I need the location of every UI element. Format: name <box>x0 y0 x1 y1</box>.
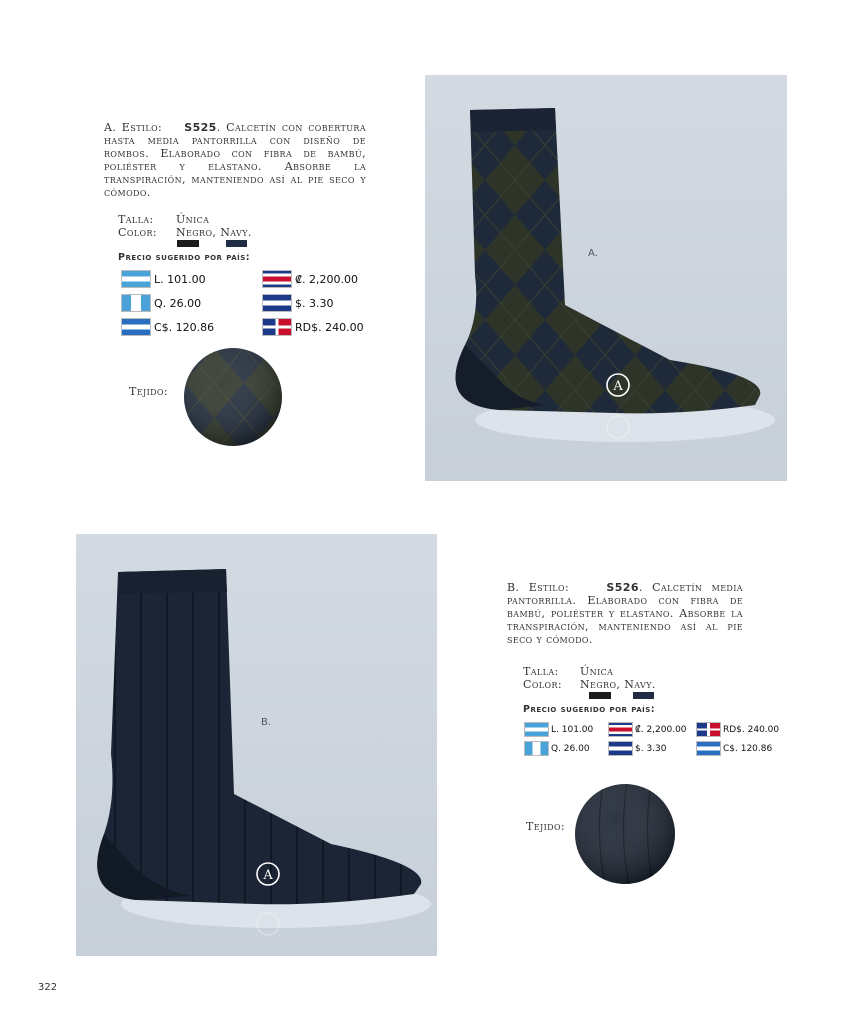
swatch-negro <box>589 692 611 699</box>
product-b-desc-text: . Calcetín media pantorrilla. Elaborado con fibra de bambú, poliéster y elastano. Absorbe la transpiración, manteniendo así al pie seco y cómodo. <box>507 581 743 646</box>
price-item: ₡. 2,200.00 <box>262 270 358 288</box>
price-item: C$. 120.86 <box>121 318 214 336</box>
honduras-flag <box>524 722 549 737</box>
talla-label: Talla: <box>118 213 154 226</box>
talla-value: Única <box>580 665 614 678</box>
price-item: L. 101.00 <box>524 722 593 737</box>
photo-label-b: B. <box>261 717 272 728</box>
product-b-code: S526 <box>606 581 639 594</box>
product-a-photo <box>425 75 787 481</box>
costa-rica-flag <box>262 270 292 288</box>
product-b-specs <box>523 665 723 691</box>
svg-text:A: A <box>263 868 273 883</box>
svg-text:A: A <box>613 379 623 394</box>
price-item: C$. 120.86 <box>696 741 772 756</box>
price-item: Q. 26.00 <box>524 741 590 756</box>
product-a-desc-text: . Calcetín con cobertura hasta media pantorrilla con diseño de rombos. Elaborado con fibra de bambú, poliéster y elastano. Absorbe la transpiración, manteniendo así al pie seco y cómodo. <box>104 121 366 199</box>
price-item: $. 3.30 <box>608 741 667 756</box>
price-title: Precio sugerido por país: <box>523 704 656 715</box>
dominican-republic-flag <box>696 722 721 737</box>
price-item: L. 101.00 <box>121 270 206 288</box>
swatch-navy <box>226 240 247 247</box>
dominican-republic-flag <box>262 318 292 336</box>
product-a-lead: A. Estilo: <box>104 121 163 134</box>
fabric-swatch-a <box>184 348 282 446</box>
el-salvador-flag <box>262 294 292 312</box>
honduras-flag <box>121 270 151 288</box>
tejido-label: Tejido: <box>526 820 566 833</box>
price-item: $. 3.30 <box>262 294 333 312</box>
price-item: Q. 26.00 <box>121 294 201 312</box>
el-salvador-flag <box>608 741 633 756</box>
talla-value: Única <box>176 213 210 226</box>
product-a-description <box>104 121 366 199</box>
nicaragua-flag <box>121 318 151 336</box>
price-title: Precio sugerido por país: <box>118 252 251 263</box>
costa-rica-flag <box>608 722 633 737</box>
color-label: Color: <box>523 678 562 691</box>
product-a-specs <box>118 213 318 239</box>
guatemala-flag <box>524 741 549 756</box>
swatch-negro <box>177 240 199 247</box>
page-number: 322 <box>38 982 58 993</box>
product-b-photo <box>76 534 437 956</box>
tejido-label: Tejido: <box>129 385 169 398</box>
price-item: RD$. 240.00 <box>262 318 364 336</box>
product-b-description <box>507 581 743 646</box>
color-value: Negro, Navy. <box>176 226 252 239</box>
fabric-swatch-b <box>575 784 675 884</box>
color-value: Negro, Navy. <box>580 678 656 691</box>
photo-label-a: A. <box>588 248 598 259</box>
price-item: ₡. 2,200.00 <box>608 722 687 737</box>
guatemala-flag <box>121 294 151 312</box>
talla-label: Talla: <box>523 665 559 678</box>
nicaragua-flag <box>696 741 721 756</box>
product-b-lead: B. Estilo: <box>507 581 570 594</box>
price-item: RD$. 240.00 <box>696 722 779 737</box>
color-label: Color: <box>118 226 157 239</box>
product-a-code: S525 <box>184 121 217 134</box>
swatch-navy <box>633 692 654 699</box>
